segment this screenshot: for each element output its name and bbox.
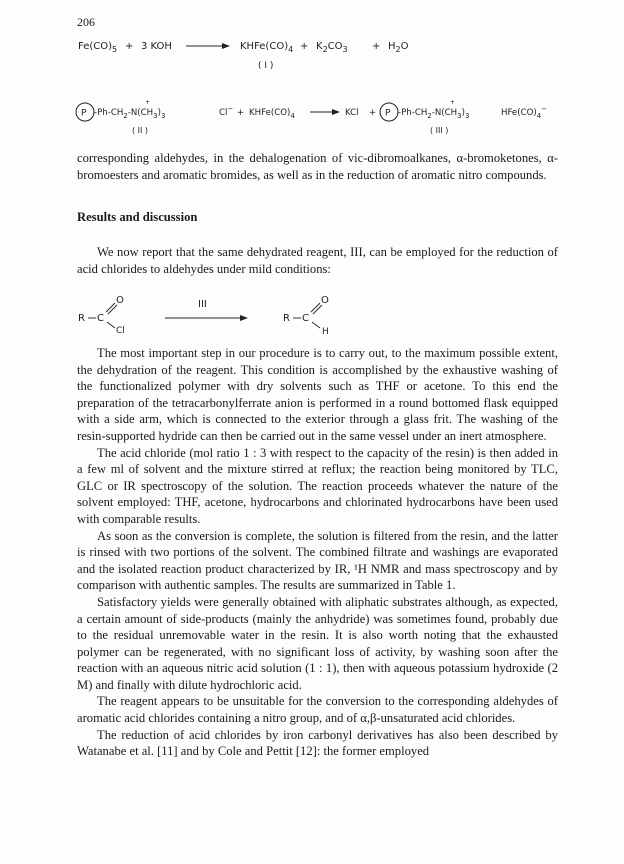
reactant-bond-ccl bbox=[107, 322, 115, 328]
reactant-double-bond-b bbox=[108, 305, 117, 314]
scheme2-product1: KCl bbox=[345, 108, 359, 118]
reactant-double-bond-a bbox=[106, 303, 115, 312]
svg-text:Fe(CO)5 bbox=[78, 41, 117, 54]
reaction-arrowhead bbox=[240, 315, 248, 321]
scheme1-reactant1-sub: 5 bbox=[112, 45, 118, 54]
svg-text:HFe(CO)4− bbox=[501, 105, 547, 120]
scheme-1 bbox=[78, 41, 409, 71]
report-paragraph-block bbox=[77, 244, 558, 277]
scheme1-plus-2: + bbox=[300, 41, 309, 52]
product-double-bond-b bbox=[313, 305, 322, 314]
product-bond-ch bbox=[312, 322, 320, 328]
paragraph-unsuitable: The reagent appears to be unsuitable for the conversion to the corresponding aldehydes of aromatic acid chlorides containing a nitro group, and of α,β-unsaturated acid chlorides. bbox=[77, 694, 558, 726]
polymer-symbol-left: P bbox=[81, 108, 87, 119]
scheme1-arrowhead bbox=[222, 43, 230, 49]
intro-paragraph: corresponding aldehydes, in the dehalogenation of vic-dibromoalkanes, α-bromoketones, α-bromoesters and aromatic bromides, as well as in the reduction of aromatic nitro compounds. bbox=[77, 151, 558, 182]
scheme2-product2: -Ph-CH bbox=[398, 108, 428, 118]
reactant-r: R bbox=[78, 313, 85, 324]
scheme2-product2-mid: -N(CH bbox=[431, 108, 458, 118]
paragraph-conversion: As soon as the conversion is complete, the solution is filtered from the resin, and the latter is rinsed with two portions of the solvent. The combined filtrate and washings are evaporated and the isolated reaction product characterized by IR, ¹H NMR and mass spectroscopy and by comparison with authentic samples. The results are summarized in Table 1. bbox=[77, 528, 558, 593]
scheme2-product2-sub: 2 bbox=[427, 112, 432, 120]
scheme2-reactant1-mid: -N(CH bbox=[127, 108, 154, 118]
scheme2-reactant1-close: ) bbox=[157, 108, 161, 118]
scheme1-product3: H bbox=[388, 41, 396, 52]
scheme2-arrowhead bbox=[332, 109, 340, 115]
scheme1-product1-sub: 4 bbox=[288, 45, 294, 54]
scheme1-label: ( I ) bbox=[258, 61, 274, 71]
scheme1-product3-sub: 2 bbox=[395, 45, 401, 54]
scheme2-anion: Cl bbox=[219, 108, 228, 118]
product-r: R bbox=[283, 313, 290, 324]
scheme2-product2-sub3: 3 bbox=[464, 112, 470, 120]
paragraph-reduction-literature: The reduction of acid chlorides by iron carbonyl derivatives has also been described by Watanabe et al. [11] and by Cole and Pettit [12]: the former employed bbox=[77, 727, 558, 759]
scheme2-product2-sub2: 3 bbox=[457, 112, 462, 120]
scheme2-reactant1-sub2: 3 bbox=[153, 112, 158, 120]
main-text-block bbox=[77, 345, 558, 760]
product-h: H bbox=[322, 327, 329, 336]
paragraph-yields: Satisfactory yields were generally obtained with aliphatic substrates although, as expected, a certain amount of side-products (mainly the anhydride) was sometimes found, probably due to the residual unremovable water in the resin. It is also worth noting that the exhausted polymer can be regenerated, with no significant loss of activity, by washing soon after the reaction with an aqueous nitric acid solution (1 : 1), then with aqueous potassium hydroxide (2 M) and finally with dilute hydrochloric acid. bbox=[77, 594, 558, 692]
scheme2-plus-2: + bbox=[369, 108, 377, 118]
scheme2-anion-charge: − bbox=[227, 105, 234, 113]
page-number: 206 bbox=[77, 15, 95, 29]
svg-text:H2O bbox=[388, 41, 409, 54]
scheme2-reactant1: -Ph-CH bbox=[94, 108, 124, 118]
reactant-o: O bbox=[116, 295, 124, 306]
scheme2-label-right: ( III ) bbox=[430, 126, 449, 135]
svg-text:K2CO3 bbox=[316, 41, 348, 54]
svg-text:-Ph-CH2-N(CH3)3 bbox=[94, 108, 165, 120]
paragraph-acid-chloride: The acid chloride (mol ratio 1 : 3 with respect to the capacity of the resin) is then added in a few ml of solvent and the mixture stirred at reflux; the reaction being monitored by TLC, GLC or IR spectroscopy of the solution. The reaction proceeds whatever the nature of the solvent employed: THF, acetone, hydrocarbons and chlorinated hydrocarbons have been used with comparable results. bbox=[77, 445, 558, 526]
scheme2-product-anion: HFe(CO) bbox=[501, 108, 537, 118]
scheme2-plus-1: + bbox=[237, 108, 245, 118]
svg-text:Cl− bbox=[219, 105, 233, 118]
svg-text:-Ph-CH2-N(CH3)3 bbox=[398, 108, 469, 120]
scheme2-product2-close: ) bbox=[461, 108, 465, 118]
scheme1-product3-end: O bbox=[400, 41, 409, 52]
scheme1-product2: K bbox=[316, 41, 323, 52]
product-o: O bbox=[321, 295, 329, 306]
reactant-cl: Cl bbox=[116, 326, 125, 336]
scheme2-reactant1-sub3: 3 bbox=[160, 112, 166, 120]
scheme1-product2-mid: CO bbox=[327, 41, 343, 52]
acid-chloride-reduction-reaction bbox=[0, 288, 624, 336]
reagent-label: III bbox=[198, 299, 207, 310]
scheme2-product2-plus: + bbox=[450, 99, 456, 106]
intro-paragraph-block bbox=[77, 150, 558, 183]
svg-text:KHFe(CO)4 bbox=[249, 108, 295, 120]
scheme2-reactant1-plus: + bbox=[145, 99, 151, 106]
scheme1-product2-sub2: 3 bbox=[342, 45, 348, 54]
scheme1-plus-1: + bbox=[125, 41, 134, 52]
section-heading: Results and discussion bbox=[77, 210, 198, 224]
scheme-2 bbox=[76, 99, 547, 135]
scheme1-reactant1: Fe(CO) bbox=[78, 41, 113, 52]
scheme1-reactant2: 3 KOH bbox=[141, 41, 172, 52]
polymer-symbol-right: P bbox=[385, 108, 391, 119]
report-paragraph: We now report that the same dehydrated reagent, III, can be employed for the reduction of acid chlorides to aldehydes under mild conditions: bbox=[77, 245, 558, 276]
scheme2-product-anion-sub: 4 bbox=[536, 112, 542, 120]
scheme2-label-left: ( II ) bbox=[132, 126, 149, 135]
product-c: C bbox=[302, 313, 309, 324]
paragraph-dehydration: The most important step in our procedure is to carry out, to the maximum possible extent, the dehydration of the reagent. This condition is accomplished by the exhaustive washing of the functionalized polymer with dry solvents such as THF or acetone. To this end the preparation of the tetracarbonylferrate anion is performed in a round bottomed flask equipped with a side arm, which is connected to the exterior through a glass frit. The washing of the resin-supported hydride can then be carried out in the same vessel under an inert atmosphere. bbox=[77, 346, 558, 443]
scheme2-reactant2: KHFe(CO) bbox=[249, 108, 291, 118]
scheme1-product2-sub1: 2 bbox=[322, 45, 328, 54]
svg-text:KHFe(CO)4 bbox=[240, 41, 293, 54]
scheme2-reactant1-sub: 2 bbox=[123, 112, 128, 120]
scheme1-product1: KHFe(CO) bbox=[240, 41, 289, 52]
scheme2-product-anion-charge: − bbox=[541, 105, 548, 113]
product-double-bond-a bbox=[311, 303, 320, 312]
reactant-c: C bbox=[97, 313, 104, 324]
scheme1-plus-3: + bbox=[372, 41, 381, 52]
scheme2-reactant2-sub: 4 bbox=[290, 112, 295, 120]
reaction-scheme-1-2 bbox=[0, 0, 624, 150]
